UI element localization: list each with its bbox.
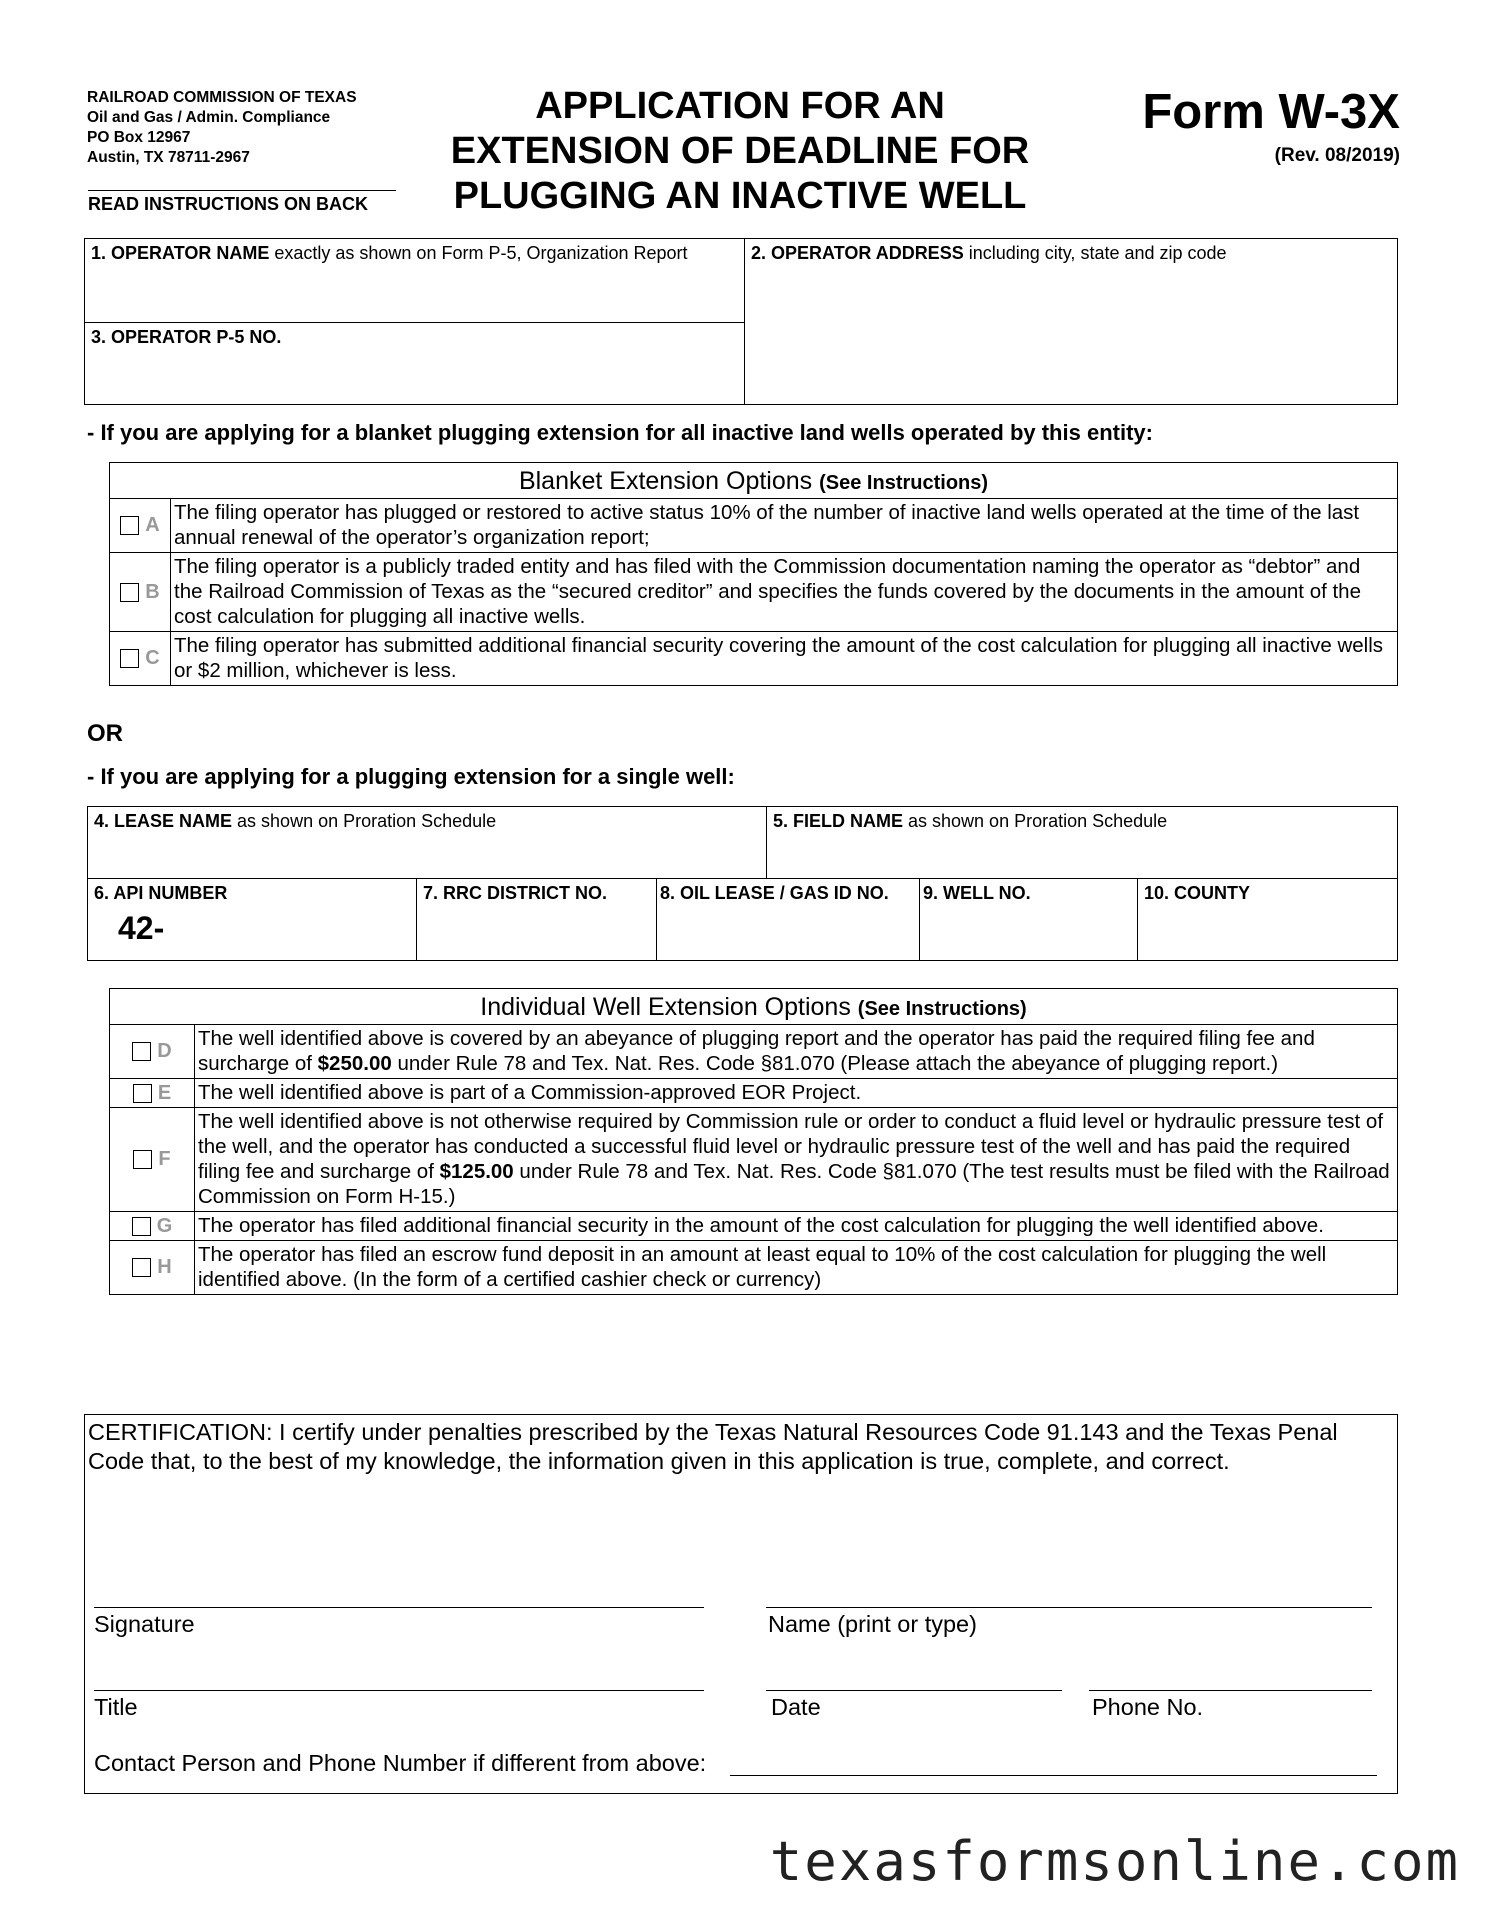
- date-line[interactable]: [766, 1690, 1062, 1691]
- signature-label: Signature: [94, 1611, 195, 1637]
- form-revision: (Rev. 08/2019): [1274, 145, 1400, 166]
- option-text: The operator has filed an escrow fund deposit in an amount at least equal to 10% of the cost calculation for plugging the well identified above. (In the form of a certified cashier check or currency): [195, 1241, 1398, 1295]
- title-line[interactable]: [94, 1690, 704, 1691]
- title-label: Title: [94, 1694, 138, 1720]
- agency-line: Austin, TX 78711-2967: [87, 149, 250, 166]
- individual-table-header: Individual Well Extension Options (See Instructions): [110, 989, 1398, 1025]
- phone-label: Phone No.: [1092, 1694, 1204, 1720]
- operator-address-field[interactable]: 2. OPERATOR ADDRESS including city, state and zip code: [751, 243, 1227, 263]
- blanket-option-a: A The filing operator has plugged or restored to active status 10% of the number of inactive land wells operated at the time of the last annual renewal of the operator’s organization report;: [110, 499, 1398, 553]
- agency-line: RAILROAD COMMISSION OF TEXAS: [87, 89, 357, 106]
- api-number-field[interactable]: 6. API NUMBER: [94, 883, 228, 903]
- individual-option-h: H The operator has filed an escrow fund deposit in an amount at least equal to 10% of the cost calculation for plugging the well identified above. (In the form of a certified cashier check or currency): [110, 1241, 1398, 1295]
- individual-option-g: G The operator has filed additional financial security in the amount of the cost calculation for plugging the well identified above.: [110, 1212, 1398, 1241]
- form-number: Form W-3X: [1142, 85, 1400, 139]
- form-title: [430, 84, 1050, 219]
- contact-line[interactable]: [730, 1775, 1377, 1776]
- well-no-field[interactable]: 9. WELL NO.: [923, 883, 1031, 903]
- agency-address: [87, 88, 357, 168]
- checkbox-c[interactable]: [120, 649, 139, 668]
- individual-options-table: [109, 988, 1398, 1295]
- rrc-district-field[interactable]: 7. RRC DISTRICT NO.: [423, 883, 608, 903]
- option-text: The well identified above is covered by an abeyance of plugging report and the operator has paid the required filing fee and surcharge of $250.00 under Rule 78 and Tex. Nat. Res. Code §81.070 (Please attach the abeyance of plugging report.): [195, 1025, 1398, 1079]
- checkbox-a[interactable]: [120, 516, 139, 535]
- option-text: The filing operator has submitted additional financial security covering the amount of the cost calculation for plugging all inactive wells or $2 million, whichever is less.: [171, 632, 1398, 686]
- phone-line[interactable]: [1089, 1690, 1372, 1691]
- certification-text: CERTIFICATION: I certify under penalties prescribed by the Texas Natural Resources Code 91.143 and the Texas Penal Code that, to the best of my knowledge, the information given in this application is true, complete, and correct.: [88, 1419, 1338, 1474]
- field-name-field[interactable]: 5. FIELD NAME as shown on Proration Schedule: [773, 811, 1168, 831]
- option-text: The well identified above is part of a Commission-approved EOR Project.: [195, 1079, 1398, 1108]
- title-line: EXTENSION OF DEADLINE FOR: [450, 130, 1030, 172]
- lease-id-field[interactable]: 8. OIL LEASE / GAS ID NO.: [660, 883, 889, 903]
- option-text: The well identified above is not otherwise required by Commission rule or order to conduct a fluid level or hydraulic pressure test of the well, and the operator has conducted a successful fluid level or hydraulic pressure test of the well and has paid the required filing fee and surcharge of $125.00 under Rule 78 and Tex. Nat. Res. Code §81.070 (The test results must be filed with the Railroad Commission on Form H-15.): [195, 1108, 1398, 1212]
- name-label: Name (print or type): [768, 1611, 977, 1637]
- title-line: PLUGGING AN INACTIVE WELL: [453, 175, 1027, 217]
- checkbox-g[interactable]: [132, 1217, 151, 1236]
- checkbox-h[interactable]: [132, 1258, 151, 1277]
- county-field[interactable]: 10. COUNTY: [1144, 883, 1251, 903]
- name-line[interactable]: [766, 1607, 1372, 1608]
- checkbox-f[interactable]: [133, 1150, 152, 1169]
- option-text: The filing operator is a publicly traded entity and has filed with the Commission documentation naming the operator as “debtor” and the Railroad Commission of Texas as the “secured creditor” and specifies the funds covered by the documents in the amount of the cost calculation for plugging all inactive wells.: [171, 553, 1398, 632]
- signature-line[interactable]: [94, 1607, 704, 1608]
- blanket-table-header: Blanket Extension Options (See Instructions): [110, 463, 1398, 499]
- checkbox-b[interactable]: [120, 583, 139, 602]
- operator-p5-field[interactable]: 3. OPERATOR P-5 NO.: [91, 327, 282, 347]
- watermark: texasformsonline.com: [769, 1830, 1460, 1893]
- individual-option-f: F The well identified above is not otherwise required by Commission rule or order to conduct a fluid level or hydraulic pressure test of the well, and the operator has conducted a successful fluid level or hydraulic pressure test of the well and has paid the required filing fee and surcharge of $125.00 under Rule 78 and Tex. Nat. Res. Code §81.070 (The test results must be filed with the Railroad Commission on Form H-15.): [110, 1108, 1398, 1212]
- checkbox-e[interactable]: [133, 1084, 152, 1103]
- blanket-option-c: C The filing operator has submitted additional financial security covering the amount of the cost calculation for plugging all inactive wells or $2 million, whichever is less.: [110, 632, 1398, 686]
- operator-name-field[interactable]: 1. OPERATOR NAME exactly as shown on Form P-5, Organization Report: [91, 243, 688, 263]
- read-instructions: READ INSTRUCTIONS ON BACK: [88, 190, 396, 215]
- lease-name-field[interactable]: 4. LEASE NAME as shown on Proration Schedule: [94, 811, 497, 831]
- title-line: APPLICATION FOR AN: [535, 85, 945, 127]
- individual-option-e: E The well identified above is part of a Commission-approved EOR Project.: [110, 1079, 1398, 1108]
- single-intro: - If you are applying for a plugging extension for a single well:: [87, 764, 735, 789]
- api-prefix: 42-: [118, 910, 165, 946]
- option-text: The filing operator has plugged or restored to active status 10% of the number of inactive land wells operated at the time of the last annual renewal of the operator’s organization report;: [171, 499, 1398, 553]
- contact-label: Contact Person and Phone Number if different from above:: [94, 1750, 707, 1776]
- date-label: Date: [771, 1694, 821, 1720]
- individual-option-d: D The well identified above is covered by an abeyance of plugging report and the operator has paid the required filing fee and surcharge of $250.00 under Rule 78 and Tex. Nat. Res. Code §81.070 (Please attach the abeyance of plugging report.): [110, 1025, 1398, 1079]
- blanket-options-table: [109, 462, 1398, 686]
- option-text: The operator has filed additional financial security in the amount of the cost calculation for plugging the well identified above.: [195, 1212, 1398, 1241]
- blanket-option-b: B The filing operator is a publicly traded entity and has filed with the Commission documentation naming the operator as “debtor” and the Railroad Commission of Texas as the “secured creditor” and specifies the funds covered by the documents in the amount of the cost calculation for plugging all inactive wells.: [110, 553, 1398, 632]
- blanket-intro: - If you are applying for a blanket plugging extension for all inactive land wells operated by this entity:: [87, 420, 1153, 445]
- agency-line: PO Box 12967: [87, 129, 191, 146]
- checkbox-d[interactable]: [132, 1042, 151, 1061]
- or-label: OR: [87, 720, 123, 747]
- agency-line: Oil and Gas / Admin. Compliance: [87, 109, 331, 126]
